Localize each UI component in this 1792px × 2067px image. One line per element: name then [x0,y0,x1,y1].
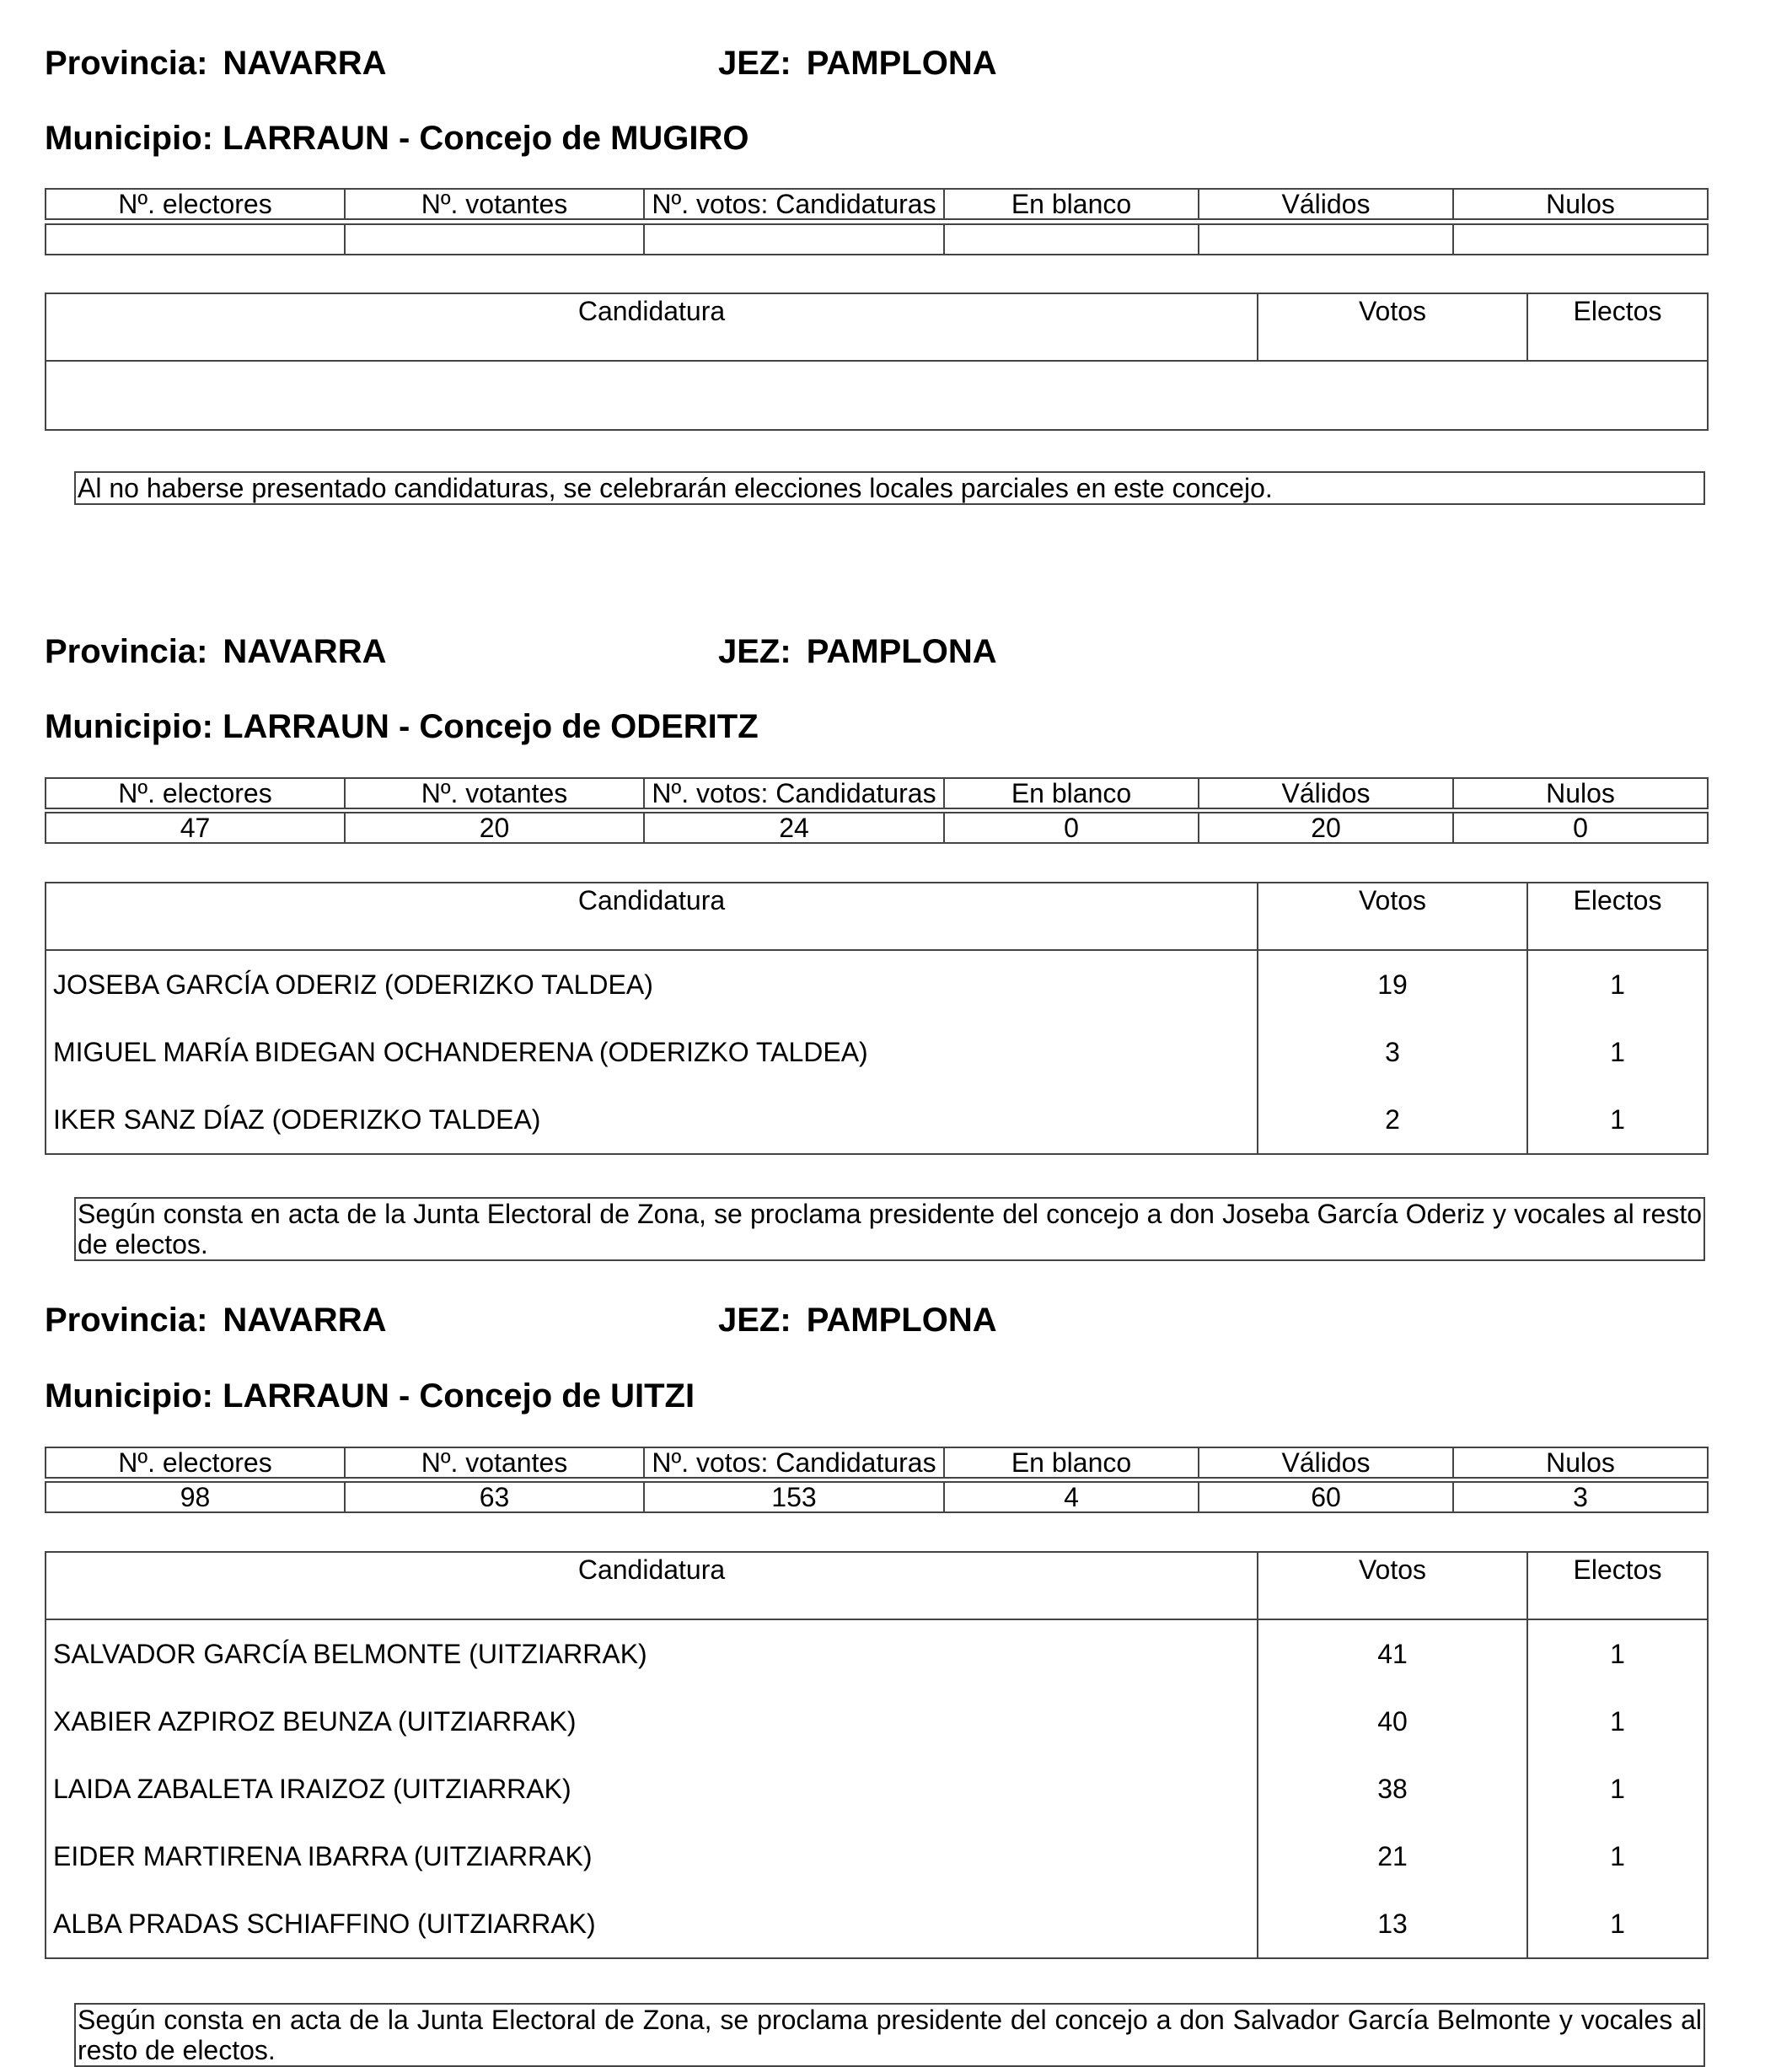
candidate-electos: 1 [1527,1755,1708,1823]
jez-heading [718,632,997,671]
stats-table [45,188,1709,220]
candidate-electos: 1 [1527,1018,1708,1086]
candidatura-header: Candidatura [46,883,1258,950]
note-box: Según consta en acta de la Junta Electoral de Zona, se proclama presidente del concejo a don Salvador García Belmonte y vocales al resto de electos. [74,2003,1705,2067]
candidate-row [46,1018,1708,1086]
candidate-electos: 1 [1527,1823,1708,1890]
stats-value-validos [1199,224,1453,255]
stats-value-nulos: 3 [1453,1482,1708,1512]
provincia-heading [45,1301,386,1340]
stats-value-validos: 20 [1199,813,1453,843]
stats-value-validos: 60 [1199,1482,1453,1512]
stats-value-votantes: 20 [345,813,644,843]
stats-value-votantes [345,224,644,255]
candidate-votos: 2 [1258,1086,1527,1154]
candidatura-header: Candidatura [46,293,1258,361]
candidates-header-row [46,293,1708,361]
stats-header-en-blanco: En blanco [944,189,1199,219]
provincia-value: NAVARRA [223,1302,387,1339]
candidate-name: XABIER AZPIROZ BEUNZA (UITZIARRAK) [46,1688,1258,1755]
stats-header-row [46,189,1708,219]
candidate-row [46,1619,1708,1688]
stats-header-votantes: Nº. votantes [345,1447,644,1478]
stats-header-votos-candidaturas: Nº. votos: Candidaturas [644,189,944,219]
stats-header-nulos: Nulos [1453,189,1708,219]
provincia-value: NAVARRA [223,633,387,670]
candidate-electos: 1 [1527,950,1708,1018]
stats-value-electores [46,224,345,255]
note-box: Según consta en acta de la Junta Electoral de Zona, se proclama presidente del concejo a don Joseba García Oderiz y vocales al resto de electos. [74,1197,1705,1261]
stats-value-electores: 98 [46,1482,345,1512]
stats-header-votos-candidaturas: Nº. votos: Candidaturas [644,1447,944,1478]
empty-candidates-row [46,361,1708,430]
stats-values-table [45,1481,1709,1513]
municipio-heading: Municipio: LARRAUN - Concejo de ODERITZ [45,708,759,745]
candidate-electos: 1 [1527,1890,1708,1958]
stats-value-row [46,813,1708,843]
stats-header-validos: Válidos [1199,1447,1453,1478]
stats-header-validos: Válidos [1199,189,1453,219]
municipio-heading: Municipio: LARRAUN - Concejo de UITZI [45,1377,695,1415]
empty-cell [46,361,1708,430]
provincia-label: Provincia: [45,1302,208,1339]
stats-value-votantes: 63 [345,1482,644,1512]
stats-value-electores: 47 [46,813,345,843]
municipio-heading: Municipio: LARRAUN - Concejo de MUGIRO [45,120,749,157]
candidates-header-row [46,1552,1708,1619]
candidate-votos: 3 [1258,1018,1527,1086]
jez-heading [718,1301,997,1340]
candidates-header-row [46,883,1708,950]
candidate-row [46,1823,1708,1890]
votos-header: Votos [1258,1552,1527,1619]
stats-table [45,1447,1709,1479]
candidate-votos: 38 [1258,1755,1527,1823]
candidates-table [45,882,1709,1155]
stats-table [45,777,1709,809]
candidate-name: JOSEBA GARCÍA ODERIZ (ODERIZKO TALDEA) [46,950,1258,1018]
stats-header-row [46,778,1708,808]
provincia-value: NAVARRA [223,45,387,82]
electos-header: Electos [1527,1552,1708,1619]
candidate-row [46,1755,1708,1823]
candidates-table [45,293,1709,431]
candidate-name: EIDER MARTIRENA IBARRA (UITZIARRAK) [46,1823,1258,1890]
stats-header-row [46,1447,1708,1478]
stats-value-en-blanco: 0 [944,813,1199,843]
stats-value-row [46,224,1708,255]
candidate-name: ALBA PRADAS SCHIAFFINO (UITZIARRAK) [46,1890,1258,1958]
candidate-name: SALVADOR GARCÍA BELMONTE (UITZIARRAK) [46,1619,1258,1688]
provincia-heading [45,632,386,671]
candidate-row [46,950,1708,1018]
provincia-label: Provincia: [45,633,208,670]
candidate-electos: 1 [1527,1086,1708,1154]
votos-header: Votos [1258,293,1527,361]
candidate-name: IKER SANZ DÍAZ (ODERIZKO TALDEA) [46,1086,1258,1154]
jez-label: JEZ: [718,45,791,82]
candidate-name: MIGUEL MARÍA BIDEGAN OCHANDERENA (ODERIZKO TALDEA) [46,1018,1258,1086]
stats-values-table [45,812,1709,844]
candidate-electos: 1 [1527,1688,1708,1755]
stats-header-votantes: Nº. votantes [345,189,644,219]
candidatura-header: Candidatura [46,1552,1258,1619]
electos-header: Electos [1527,883,1708,950]
candidate-votos: 21 [1258,1823,1527,1890]
stats-header-electores: Nº. electores [46,189,345,219]
jez-value: PAMPLONA [806,633,997,670]
stats-value-en-blanco [944,224,1199,255]
candidate-votos: 19 [1258,950,1527,1018]
stats-header-nulos: Nulos [1453,778,1708,808]
stats-header-votantes: Nº. votantes [345,778,644,808]
candidate-name: LAIDA ZABALETA IRAIZOZ (UITZIARRAK) [46,1755,1258,1823]
candidate-votos: 13 [1258,1890,1527,1958]
candidates-table [45,1551,1709,1959]
stats-header-electores: Nº. electores [46,778,345,808]
stats-value-en-blanco: 4 [944,1482,1199,1512]
stats-value-votos-candidaturas [644,224,944,255]
stats-value-row [46,1482,1708,1512]
jez-heading [718,44,997,83]
stats-value-votos-candidaturas: 24 [644,813,944,843]
candidate-row [46,1688,1708,1755]
stats-value-nulos: 0 [1453,813,1708,843]
electos-header: Electos [1527,293,1708,361]
provincia-label: Provincia: [45,45,208,82]
stats-value-nulos [1453,224,1708,255]
jez-label: JEZ: [718,1302,791,1339]
jez-label: JEZ: [718,633,791,670]
stats-header-en-blanco: En blanco [944,778,1199,808]
stats-header-nulos: Nulos [1453,1447,1708,1478]
stats-header-validos: Válidos [1199,778,1453,808]
candidate-row [46,1890,1708,1958]
stats-header-votos-candidaturas: Nº. votos: Candidaturas [644,778,944,808]
candidate-votos: 40 [1258,1688,1527,1755]
candidate-row [46,1086,1708,1154]
votos-header: Votos [1258,883,1527,950]
jez-value: PAMPLONA [806,1302,997,1339]
note-box: Al no haberse presentado candidaturas, se celebrarán elecciones locales parciales en este concejo. [74,471,1705,505]
jez-value: PAMPLONA [806,45,997,82]
provincia-heading [45,44,386,83]
candidate-electos: 1 [1527,1619,1708,1688]
stats-header-electores: Nº. electores [46,1447,345,1478]
stats-value-votos-candidaturas: 153 [644,1482,944,1512]
stats-header-en-blanco: En blanco [944,1447,1199,1478]
stats-values-table [45,223,1709,255]
candidate-votos: 41 [1258,1619,1527,1688]
